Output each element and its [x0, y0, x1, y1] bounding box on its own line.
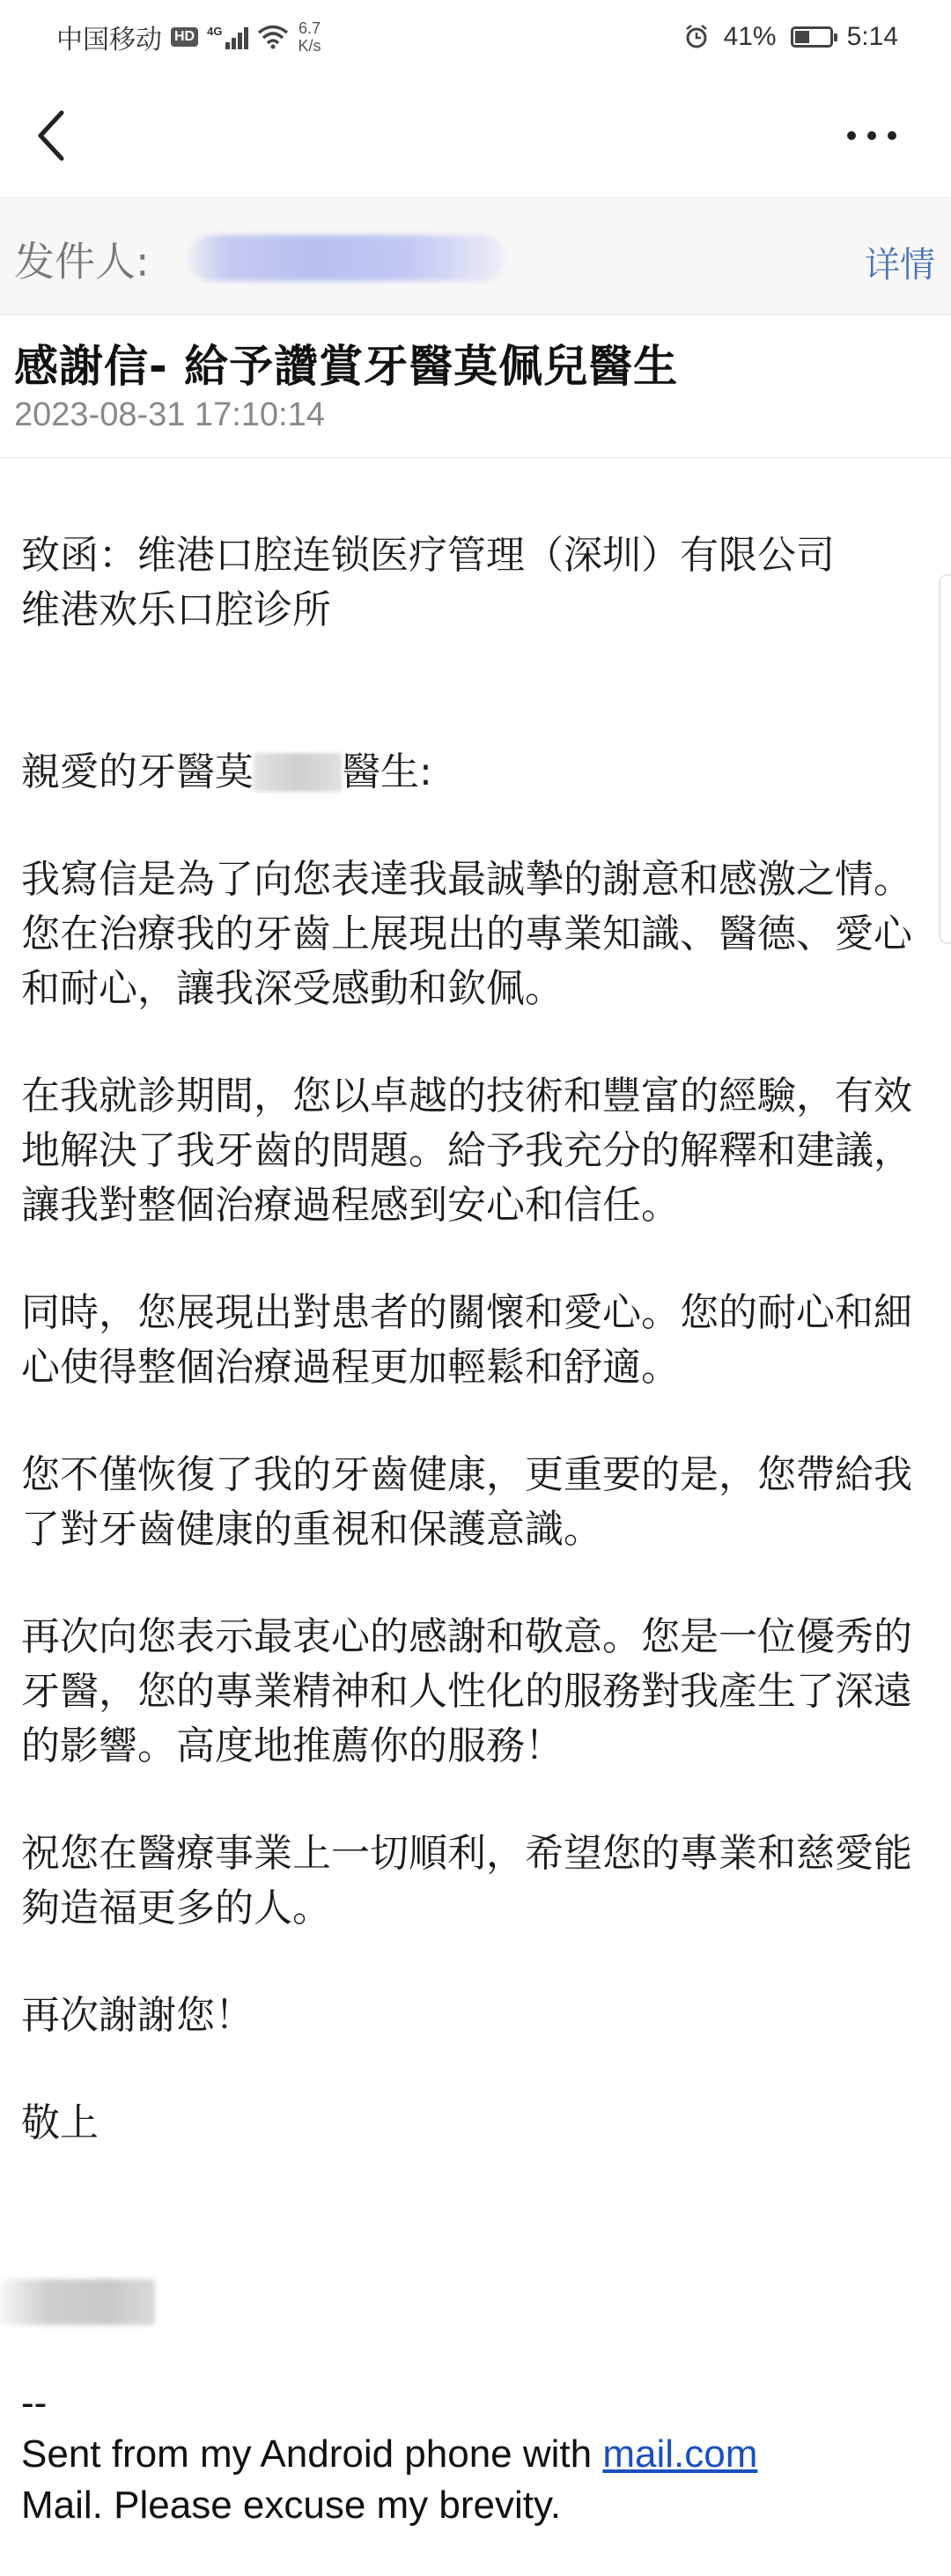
recipient-line-2: 维港欢乐口腔诊所	[21, 587, 331, 632]
sender-address-redacted[interactable]	[188, 235, 504, 281]
details-link[interactable]: 详情	[865, 245, 935, 285]
net-speed-unit: K/s	[298, 37, 321, 55]
hd-badge: HD	[171, 27, 198, 47]
closing: 敬上	[21, 2100, 99, 2145]
alarm-icon	[683, 24, 710, 50]
carrier-name: 中国移动	[56, 26, 162, 55]
paragraph: 我寫信是為了向您表達我最誠摯的謝意和感激之情。您在治療我的牙齒上展現出的專業知識、醫德、愛心和耐心，讓我深受感動和欽佩。	[21, 857, 912, 1011]
sender-label: 发件人:	[14, 238, 150, 285]
signal-icon	[207, 25, 248, 49]
name-redacted	[254, 753, 342, 792]
battery-percent: 41%	[723, 22, 777, 51]
mail-link[interactable]: mail.com	[602, 2432, 758, 2476]
paragraph: 再次向您表示最衷心的感謝和敬意。您是一位優秀的牙醫，您的專業精神和人性化的服務對我產生了深遠的影響。高度地推薦你的服務！	[21, 1614, 912, 1768]
net-speed	[298, 19, 321, 55]
scroll-indicator[interactable]	[939, 574, 951, 944]
email-footer	[21, 2378, 919, 2531]
paragraph: 在我就診期間，您以卓越的技術和豐富的經驗，有效地解決了我牙齒的問題。給予我充分的解釋和建議，讓我對整個治療過程感到安心和信任。	[21, 1074, 912, 1228]
recipient-line-1: 致函：维港口腔连锁医疗管理（深圳）有限公司	[21, 533, 835, 578]
signature-redacted	[0, 2279, 155, 2325]
network-generation: 4G	[207, 25, 223, 38]
back-button[interactable]	[25, 100, 77, 171]
paragraph: 再次謝謝您！	[21, 1993, 254, 2038]
battery-fill	[795, 31, 809, 43]
footer-text: Sent from my Android phone with	[21, 2432, 603, 2476]
email-body	[21, 528, 919, 2203]
email-subject: 感謝信- 給予讚賞牙醫莫佩兒醫生	[14, 341, 679, 392]
net-speed-value: 6.7	[298, 19, 321, 37]
more-button[interactable]	[837, 109, 907, 162]
status-bar	[0, 0, 951, 74]
top-nav	[0, 74, 951, 197]
chevron-left-icon	[25, 100, 77, 171]
greeting-end: 醫生:	[342, 749, 432, 794]
footer-text-2: Mail. Please excuse my brevity.	[21, 2484, 561, 2527]
sender-row	[0, 197, 951, 315]
more-icon	[845, 129, 898, 142]
paragraph: 祝您在醫療事業上一切順利，希望您的專業和慈愛能夠造福更多的人。	[21, 1831, 912, 1930]
subject-header	[0, 315, 951, 458]
paragraph: 同時，您展現出對患者的關懷和愛心。您的耐心和細心使得整個治療過程更加輕鬆和舒適。	[21, 1290, 912, 1390]
paragraph: 您不僅恢復了我的牙齒健康，更重要的是，您帶給我了對牙齒健康的重視和保護意識。	[21, 1452, 912, 1552]
wifi-icon	[257, 25, 289, 49]
clock: 5:14	[846, 22, 898, 51]
footer-separator: --	[21, 2381, 48, 2425]
email-date: 2023-08-31 17:10:14	[14, 396, 325, 433]
battery-icon	[791, 26, 833, 48]
greeting-start: 親愛的牙醫莫	[21, 749, 254, 794]
